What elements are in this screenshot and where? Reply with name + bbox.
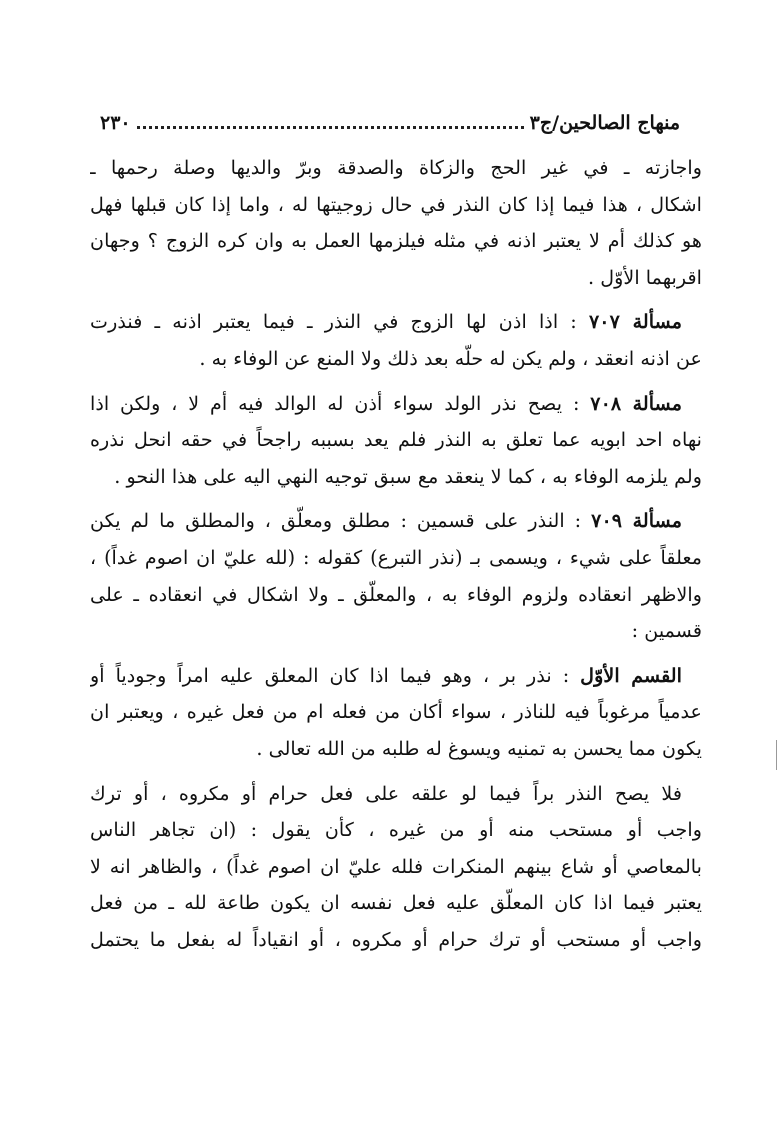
- text-line: بالمعاصي أو شاع بينهم المنكرات فلله عليّ ان اصوم غداً) ، والظاهر انه لا: [90, 854, 702, 878]
- paragraph-masala-708: [90, 386, 702, 496]
- text-line: والاظهر انعقاده ولزوم الوفاء به ، والمعلّق ـ ولا اشكال في انعقاده ـ على: [90, 582, 702, 606]
- text-line: [90, 386, 702, 423]
- masala-label: مسألة ٧٠٩: [591, 509, 682, 533]
- text-line: ولم يلزمه الوفاء به ، كما لا ينعقد مع سبق توجيه النهي اليه على هذا النحو .: [114, 464, 702, 488]
- text-line: معلقاً على شيء ، ويسمى بـ (نذر التبرع) كقوله : (لله عليّ ان اصوم غداً) ،: [90, 545, 702, 569]
- text-line: واجب أو مستحب منه أو من غيره ، كأن يقول : (ان تجاهر الناس: [90, 818, 702, 842]
- masala-label: مسألة ٧٠٨: [590, 391, 683, 415]
- paragraph-1: [90, 150, 702, 296]
- text-line: قسمين :: [631, 619, 702, 643]
- text-line: واجب أو مستحب أو ترك حرام أو مكروه ، أو انقياداً له بفعل ما يحتمل: [90, 927, 702, 951]
- section-label: القسم الأوّل: [580, 663, 682, 687]
- paragraph-masala-709: [90, 503, 702, 649]
- text-line: يكون مما يحسن به تمنيه ويسوغ له طلبه من الله تعالى .: [256, 736, 702, 760]
- text-line: [90, 304, 702, 341]
- text-line: عن اذنه انعقد ، ولم يكن له حلّه بعد ذلك ولا المنع عن الوفاء به .: [199, 346, 702, 370]
- text-line: اقربهما الأوّل .: [588, 265, 702, 289]
- text-segment: : يصح نذر الولد سواء أذن له الوالد فيه أم لا ، ولكن اذا: [90, 391, 580, 415]
- page-body: [90, 150, 702, 958]
- text-segment: : نذر بر ، وهو فيما اذا كان المعلق عليه امراً وجودياً أو: [90, 663, 570, 687]
- text-line: فلا يصح النذر براً فيما لو علقه على فعل حرام أو مكروه ، أو ترك: [90, 781, 682, 805]
- paragraph-first-section: [90, 658, 702, 768]
- text-line: عدمياً مرغوباً فيه للناذر ، سواء أكان من فعله ام من فعل غيره ، ويعتبر ان: [90, 700, 702, 724]
- masala-label: مسألة ٧٠٧: [588, 310, 682, 334]
- book-title: منهاج الصالحين/ج٣: [529, 112, 680, 134]
- page-header: [100, 108, 680, 138]
- paragraph-6: [90, 776, 702, 959]
- page-number: ٢٣٠: [100, 112, 131, 134]
- text-line: يعتبر فيما اذا كان المعلّق عليه فعل نفسه ان يكون طاعة لله ـ من فعل: [90, 891, 702, 915]
- paragraph-masala-707: [90, 304, 702, 377]
- text-segment: : النذر على قسمين : مطلق ومعلّق ، والمطلق ما لم يكن: [90, 509, 582, 533]
- scan-edge-mark: [776, 740, 777, 770]
- text-line: [90, 503, 702, 540]
- text-line: هو كذلك أم لا يعتبر اذنه في مثله فيلزمها العمل به وان كره الزوج ؟ وجهان: [90, 229, 702, 253]
- text-line: [90, 658, 702, 695]
- text-line: واجازته ـ في غير الحج والزكاة والصدقة وبرّ والديها وصلة رحمها ـ: [90, 156, 702, 179]
- header-dotted-leader: [137, 126, 524, 129]
- text-line: نهاه احد ابويه عما تعلق به النذر فلم يعد بسببه راجحاً في حقه انحل نذره: [90, 428, 702, 452]
- text-line: اشكال ، هذا فيما إذا كان النذر في حال زوجيتها له ، واما إذا كان قبلها فهل: [90, 192, 702, 216]
- text-segment: : اذا اذن لها الزوج في النذر ـ فيما يعتبر اذنه ـ فنذرت: [90, 310, 577, 334]
